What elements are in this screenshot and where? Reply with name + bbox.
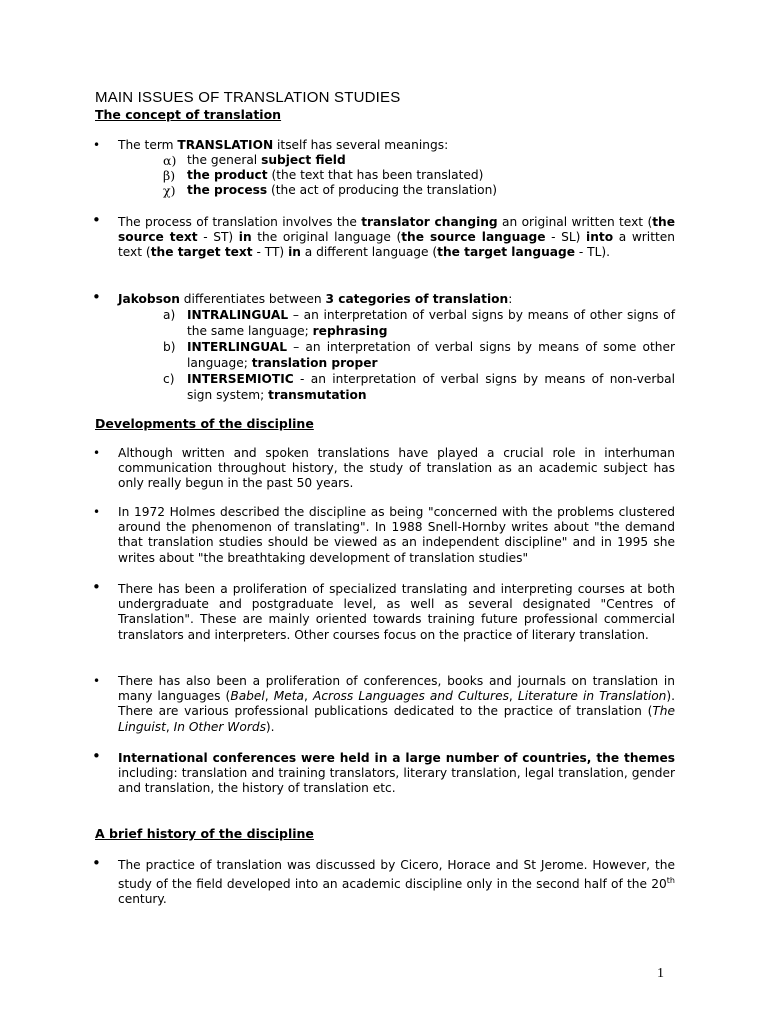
section-heading-developments: Developments of the discipline bbox=[95, 416, 314, 431]
list-item-subject-field: the general subject field bbox=[187, 153, 346, 167]
list-label-c: c) bbox=[163, 372, 175, 386]
list-label-a: a) bbox=[163, 308, 176, 322]
list-label-chi: χ) bbox=[163, 183, 176, 198]
list-item-intralingual: INTRALINGUAL – an interpretation of verbal signs by means of other signs of the same language; rephrasing bbox=[187, 308, 675, 338]
list-item-process: the process (the act of producing the translation) bbox=[187, 183, 498, 197]
paragraph-courses: There has been a proliferation of specialized translating and interpreting courses at both undergraduate and postgraduate level, as well as several designated "Centres of Translation". These are mainly oriented towards training future professional commercial translators and interpreters. Other courses focus on the practice of literary translation. bbox=[118, 582, 675, 642]
list-item-interlingual: INTERLINGUAL – an interpretation of verbal signs by means of some other language; translation proper bbox=[187, 340, 675, 370]
bullet-icon: • bbox=[92, 854, 101, 872]
section-heading-concept: The concept of translation bbox=[95, 107, 282, 122]
paragraph-holmes: In 1972 Holmes described the discipline as being "concerned with the problems clustered around the phenomenon of translating". In 1988 Snell-Hornby writes about "the demand that translation studies should be viewed as an independent discipline" and in 1995 she writes about "the breathtaking development of translation studies" bbox=[118, 505, 675, 565]
bullet-icon: • bbox=[92, 211, 101, 229]
list-label-b: b) bbox=[163, 340, 176, 354]
paragraph-process-of-translation: The process of translation involves the translator changing an original written text (the source text - ST) in the original language (the source language - SL) into a written text (the target text - TT) in a different language (the target language - TL). bbox=[118, 215, 675, 260]
paragraph-conferences-books: There has also been a proliferation of conferences, books and journals on translation in many languages (Babel, Meta, Across Languages and Cultures, Literature in Translation). There are various professional publications dedicated to the practice of translation (The Linguist, In Other Words). bbox=[118, 674, 676, 734]
paragraph-international-conferences: International conferences were held in a large number of countries, the themes including: translation and training translators, literary translation, legal translation, gender and translation, the history of translation etc. bbox=[118, 751, 675, 796]
list-item-product: the product (the text that has been translated) bbox=[187, 168, 484, 182]
document-title: MAIN ISSUES OF TRANSLATION STUDIES bbox=[95, 89, 401, 106]
bullet-icon: • bbox=[92, 288, 101, 306]
list-label-alpha: α) bbox=[163, 153, 177, 168]
bullet-icon: • bbox=[92, 747, 101, 765]
section-heading-brief-history: A brief history of the discipline bbox=[95, 826, 314, 841]
paragraph-cicero: The practice of translation was discussed by Cicero, Horace and St Jerome. However, the study of the field developed into an academic discipline only in the second half of the 20th century. bbox=[118, 858, 675, 907]
paragraph-history-of-study: Although written and spoken translations have played a crucial role in interhuman communication throughout history, the study of translation as an academic subject has only really begun in the past 50 years. bbox=[118, 446, 675, 491]
bullet-icon: • bbox=[93, 505, 101, 519]
bullet-icon: • bbox=[93, 446, 101, 460]
paragraph-term-translation: The term TRANSLATION itself has several meanings: bbox=[118, 138, 449, 152]
bullet-icon: • bbox=[93, 138, 101, 152]
paragraph-jakobson: Jakobson differentiates between 3 categories of translation: bbox=[118, 292, 513, 306]
bullet-icon: • bbox=[93, 674, 101, 688]
bullet-icon: • bbox=[92, 578, 101, 596]
list-label-beta: β) bbox=[163, 168, 176, 183]
list-item-intersemiotic: INTERSEMIOTIC - an interpretation of verbal signs by means of non-verbal sign system; transmutation bbox=[187, 372, 675, 402]
page-number: 1 bbox=[657, 966, 664, 981]
